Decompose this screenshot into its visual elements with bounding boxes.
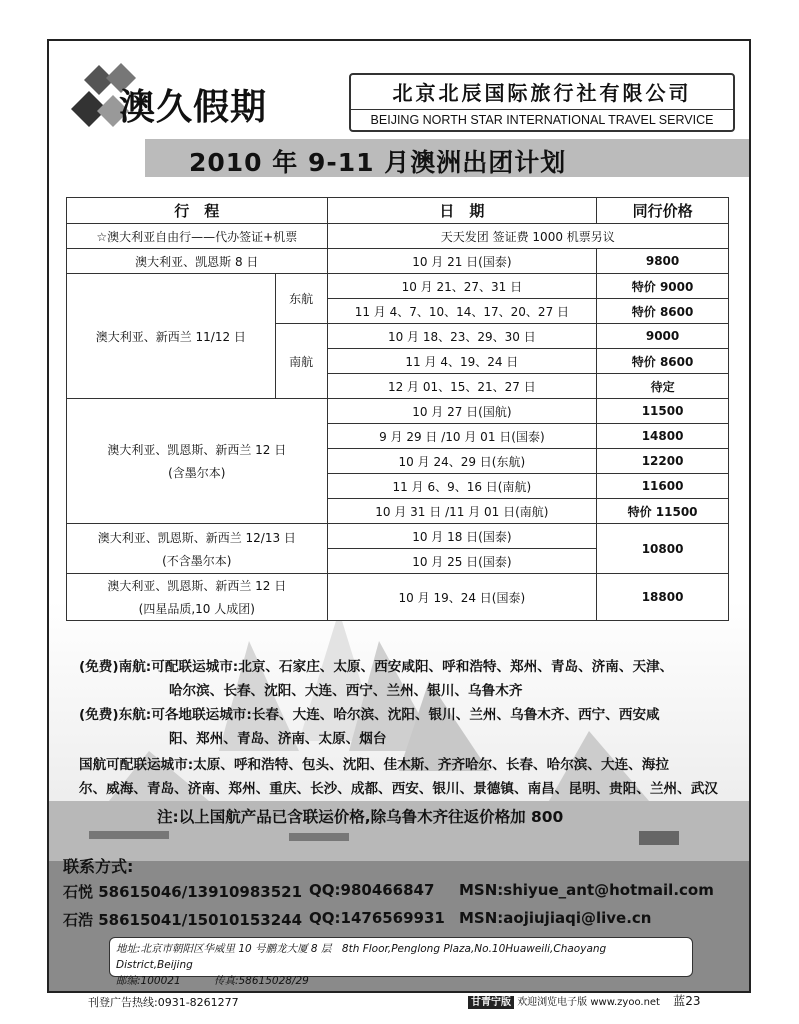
price-cell: 9000: [597, 324, 729, 349]
route-cell: [67, 524, 328, 574]
header-price: 同行价格: [597, 198, 729, 224]
contact-heading: 联系方式:: [63, 857, 134, 876]
route-cell: 澳大利亚、新西兰 11/12 日: [67, 274, 276, 399]
date-cell: 9 月 29 日 /10 月 01 日(国泰): [327, 424, 597, 449]
date-cell: 天天发团 签证费 1000 机票另议: [327, 224, 728, 249]
table-row: [67, 574, 729, 621]
note-line: 国航可配联运城市:太原、呼和浩特、包头、沈阳、佳木斯、齐齐哈尔、长春、哈尔滨、大连、海拉: [79, 757, 669, 773]
contact-msn: MSN:shiyue_ant@hotmail.com: [459, 881, 714, 899]
price-cell: 14800: [597, 424, 729, 449]
contact-section: [63, 854, 133, 877]
price-cell: 18800: [597, 574, 729, 621]
date-cell: 11 月 6、9、16 日(南航): [327, 474, 597, 499]
tour-schedule-table: [66, 197, 729, 621]
contact-qq: QQ:1476569931: [309, 909, 445, 927]
date-cell: 10 月 27 日(国航): [327, 399, 597, 424]
note-line: (免费)南航:可配联运城市:北京、石家庄、太原、西安咸阳、呼和浩特、郑州、青岛、济南、天津、: [79, 659, 674, 675]
company-name-cn: 北京北辰国际旅行社有限公司: [392, 81, 692, 105]
note-line: 阳、郑州、青岛、济南、太原、烟台: [169, 731, 387, 747]
company-name-en: BEIJING NORTH STAR INTERNATIONAL TRAVEL SERVICE: [351, 109, 733, 130]
page-title: 2010 年 9-11 月澳洲出团计划: [189, 148, 567, 177]
address-text: 地址:北京市朝阳区华威里 10 号鹏龙大厦 8 层 8th Floor,Penglong Plaza,No.10Huaweili,Chaoyang District,Beijing: [116, 943, 607, 971]
date-cell: 10 月 21、27、31 日: [327, 274, 597, 299]
date-cell: 10 月 21 日(国泰): [327, 249, 597, 274]
route-cell: 澳大利亚、凯恩斯 8 日: [67, 249, 328, 274]
contact-person-1: [63, 881, 714, 902]
price-cell: 特价 8600: [597, 299, 729, 324]
page-prefix: 蓝: [673, 994, 686, 1008]
price-cell: 9800: [597, 249, 729, 274]
route-name: 澳大利亚、凯恩斯、新西兰 12 日: [107, 579, 287, 593]
price-cell: 12200: [597, 449, 729, 474]
contact-person-2: [63, 909, 652, 930]
header-date: 日 期: [327, 198, 597, 224]
airline-cell: 东航: [275, 274, 327, 324]
table-row: [67, 524, 729, 549]
note-line: (免费)东航:可各地联运城市:长春、大连、哈尔滨、沈阳、银川、兰州、乌鲁木齐、西宁、西安咸: [79, 707, 660, 723]
table-row: [67, 274, 729, 299]
price-cell: 待定: [597, 374, 729, 399]
price-remark: 注:以上国航产品已含联运价格,除乌鲁木齐往返价格加 800: [157, 808, 564, 826]
route-name: 澳大利亚、凯恩斯、新西兰 12 日: [107, 443, 287, 457]
route-note: (不含墨尔本): [162, 553, 232, 568]
price-cell: 特价 9000: [597, 274, 729, 299]
edition-footer: [468, 992, 700, 1009]
page-number: 23: [685, 994, 701, 1008]
price-cell: 10800: [597, 524, 729, 574]
ad-frame: [47, 39, 751, 993]
date-cell: 10 月 25 日(国泰): [327, 549, 597, 574]
date-cell: 10 月 24、29 日(东航): [327, 449, 597, 474]
route-cell: ☆澳大利亚自由行——代办签证+机票: [67, 224, 328, 249]
price-cell: 11600: [597, 474, 729, 499]
date-cell: 10 月 18、23、29、30 日: [327, 324, 597, 349]
route-cell: [67, 574, 328, 621]
brand-logo-text: 澳久假期: [119, 87, 268, 128]
table-row: [67, 399, 729, 424]
table-row: [67, 249, 729, 274]
route-name: 澳大利亚、凯恩斯、新西兰 12/13 日: [97, 530, 296, 545]
table-row: [67, 224, 729, 249]
price-cell: 特价 11500: [597, 499, 729, 524]
header-route: 行 程: [67, 198, 328, 224]
contact-name-phone: 石悦 58615046/13910983521: [63, 883, 303, 901]
note-line: 哈尔滨、长春、沈阳、大连、西宁、兰州、银川、乌鲁木齐: [169, 683, 523, 699]
ad-hotline: 刊登广告热线:0931-8261277: [88, 996, 239, 1009]
note-line: 尔、威海、青岛、济南、郑州、重庆、长沙、成都、西安、银川、景德镇、南昌、昆明、贵阳、兰州、武汉: [79, 781, 718, 797]
route-cell: [67, 399, 328, 524]
price-cell: 11500: [597, 399, 729, 424]
edition-badge: 甘青宁版: [468, 996, 514, 1009]
table-header-row: [67, 198, 729, 224]
contact-name-phone: 石浩 58615041/15010153244: [63, 911, 303, 929]
address-box: [109, 937, 693, 987]
date-cell: 10 月 18 日(国泰): [327, 524, 597, 549]
company-name-box: [349, 73, 735, 132]
date-cell: 11 月 4、19、24 日: [327, 349, 597, 374]
date-cell: 11 月 4、7、10、14、17、20、27 日: [327, 299, 597, 324]
fax: 传真:58615028/29: [213, 975, 309, 987]
date-cell: 10 月 31 日 /11 月 01 日(南航): [327, 499, 597, 524]
postcode: 邮编:100021: [116, 975, 181, 987]
website-text: 欢迎浏览电子版 www.zyoo.net: [517, 997, 660, 1008]
route-note: (含墨尔本): [168, 466, 226, 480]
price-cell: 特价 8600: [597, 349, 729, 374]
route-note: (四星品质,10 人成团): [138, 602, 255, 616]
contact-msn: MSN:aojiujiaqi@live.cn: [459, 909, 652, 927]
date-cell: 12 月 01、15、21、27 日: [327, 374, 597, 399]
airline-cell: 南航: [275, 324, 327, 399]
postcode-fax-line: [116, 973, 686, 989]
date-cell: 10 月 19、24 日(国泰): [327, 574, 597, 621]
contact-qq: QQ:980466847: [309, 881, 435, 899]
